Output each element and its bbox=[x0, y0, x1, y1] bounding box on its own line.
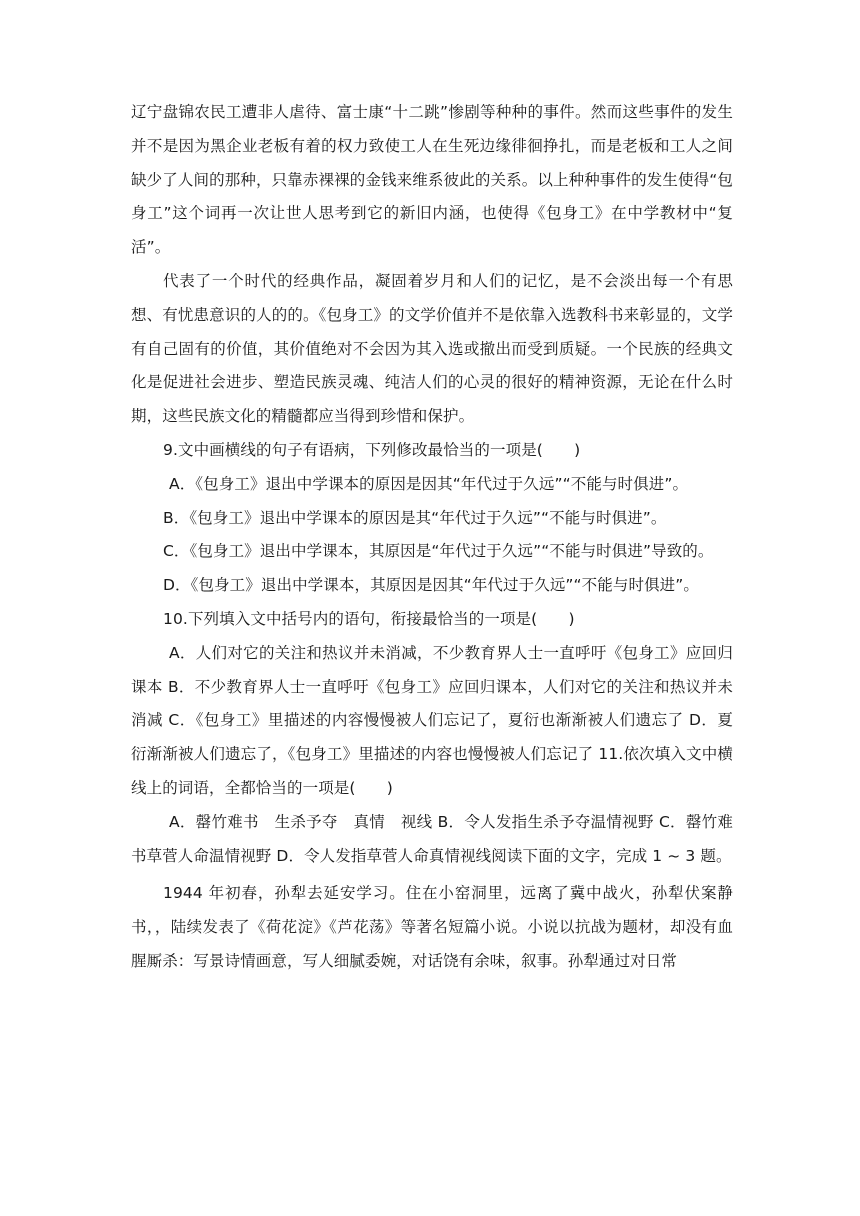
document-body bbox=[131, 96, 733, 979]
question-10-options: A．人们对它的关注和热议并未消减，不少教育界人士一直呼吁《包身工》应回归课本 B．不少教育界人士一直呼吁《包身工》应回归课本，人们对它的关注和热议并未消减 C．《包身工》里描述的内容慢慢被人们忘记了，夏衍也渐渐被人们遗忘了 D．夏衍渐渐被人们遗忘了，《包身工》里描述的内容也慢慢被人们忘记了 11.依次填入文中横线上的词语，全都恰当的一项是( ) bbox=[131, 643, 733, 797]
question-9-option-c: C．《包身工》退出中学课本，其原因是“年代过于久远”“不能与时俱进”导致的。 bbox=[163, 542, 714, 561]
question-9-option-b: B．《包身工》退出中学课本的原因是其“年代过于久远”“不能与时俱进”。 bbox=[163, 508, 667, 527]
question-9-option-d: D．《包身工》退出中学课本，其原因是因其“年代过于久远”“不能与时俱进”。 bbox=[163, 576, 700, 595]
paragraph-intro: 辽宁盘锦农民工遭非人虐待、富士康“十二跳”惨剧等种种的事件。然而这些事件的发生并不是因为黑企业老板有着的权力致使工人在生死边缘徘徊挣扎，而是老板和工人之间缺少了人间的那种，只靠赤裸裸的金钱来维系彼此的关系。以上种种事件的发生使得“包身工”这个词再一次让世人思考到它的新旧内涵，也使得《包身工》在中学教材中“复活”。 bbox=[131, 103, 733, 257]
passage-sun-li: 1944 年初春，孙犁去延安学习。住在小窑洞里，远离了冀中战火，孙犁伏案静书，，陆续发表了《荷花淀》《芦花荡》等著名短篇小说。小说以抗战为题材，却没有血腥厮杀：写景诗情画意，写人细腻委婉，对话饶有余味，叙事。孙犁通过对日常 bbox=[131, 884, 733, 970]
question-10-stem: 10.下列填入文中括号内的语句，衔接最恰当的一项是( ) bbox=[163, 609, 575, 628]
question-9-option-a: A．《包身工》退出中学课本的原因是因其“年代过于久远”“不能与时俱进”。 bbox=[169, 474, 689, 493]
paragraph-classic-works: 代表了一个时代的经典作品，凝固着岁月和人们的记忆，是不会淡出每一个有思想、有忧患意识的人的的。《包身工》的文学价值并不是依靠入选教科书来彰显的，文学有自己固有的价值，其价值绝对不会因为其入选或撤出而受到质疑。一个民族的经典文化是促进社会进步、塑造民族灵魂、纯洁人们的心灵的很好的精神资源，无论在什么时期，这些民族文化的精髓都应当得到珍惜和保护。 bbox=[131, 271, 733, 426]
question-11-options: A．罄竹难书 生杀予夺 真情 视线 B．令人发指生杀予夺温情视野 C．罄竹难书草菅人命温情视野 D．令人发指草菅人命真情视线阅读下面的文字，完成 1 ~ 3 题。 bbox=[131, 812, 733, 865]
question-9-stem: 9.文中画横线的句子有语病，下列修改最恰当的一项是( ) bbox=[163, 440, 581, 459]
